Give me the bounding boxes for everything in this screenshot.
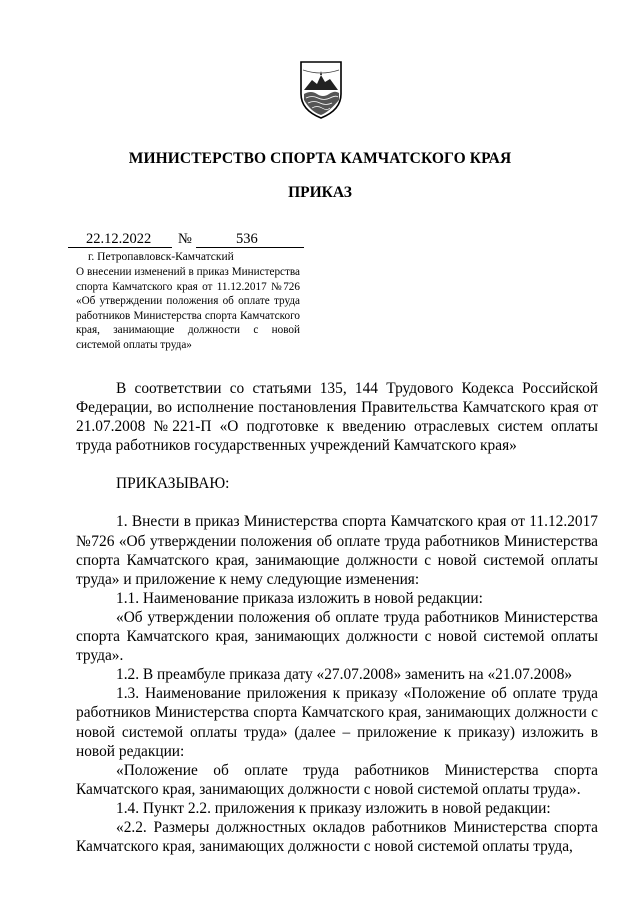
order-word: ПРИКАЗЫВАЮ: [116,475,230,493]
body-paragraph-1-3: 1.3. Наименование приложения к приказу «Положение об оплате труда работников Министерства спорта Камчатского края, занимающих должности с новой системой оплаты труда» (далее – приложение к приказу) изложить в новой редакции: [76,685,598,760]
body-paragraph-1-1-text: «Об утверждении положения об оплате труда работников Министерства спорта Камчатского края, занимающих должности с новой системой оплаты труда». [76,608,598,665]
city-line: г. Петропавловск-Камчатский [88,251,234,263]
order-date: 22.12.2022 [86,231,152,247]
kamchatka-coat-of-arms-icon [299,60,343,120]
number-sign: № [178,231,192,247]
ministry-title: МИНИСТЕРСТВО СПОРТА КАМЧАТСКОГО КРАЯ [128,150,512,167]
document-type-title: ПРИКАЗ [288,184,352,201]
body-paragraph-2-2: «2.2. Размеры должностных окладов работников Министерства спорта Камчатского края, занимающих должности с новой системой оплаты труда, [76,818,598,856]
body-paragraph-1-4: 1.4. Пункт 2.2. приложения к приказу изложить в новой редакции: [116,799,551,817]
order-body [76,379,598,856]
number-underline [196,247,304,248]
body-paragraph-1-2: 1.2. В преамбуле приказа дату «27.07.2008» заменить на «21.07.2008» [116,666,573,684]
order-number: 536 [236,231,258,247]
body-paragraph-1: 1. Внести в приказ Министерства спорта Камчатского края от 11.12.2017 №726 «Об утверждении положения об оплате труда работников Министерства спорта Камчатского края, занимающие должности с новой системой оплаты труда» и приложение к нему следующие изменения: [76,513,598,588]
preamble-paragraph: В соответствии со статьями 135, 144 Трудового Кодекса Российской Федерации, во исполнение постановления Правительства Камчатского края от 21.07.2008 №221-П «О подготовке к введению отраслевых систем оплаты труда работников государственных учреждений Камчатского края» [76,380,598,455]
body-paragraph-1-3-text: «Положение об оплате труда работников Министерства спорта Камчатского края, занимающих должности с новой системой оплаты труда». [76,761,598,798]
order-subject: О внесении изменений в приказ Министерства спорта Камчатского края от 11.12.2017 №726 «Об утверждении положения об оплате труда работников Министерства спорта Камчатского края, занимающие должности с новой системой оплаты труда» [76,266,300,351]
body-paragraph-1-1: 1.1. Наименование приказа изложить в новой редакции: [116,589,483,607]
date-underline [68,247,172,248]
